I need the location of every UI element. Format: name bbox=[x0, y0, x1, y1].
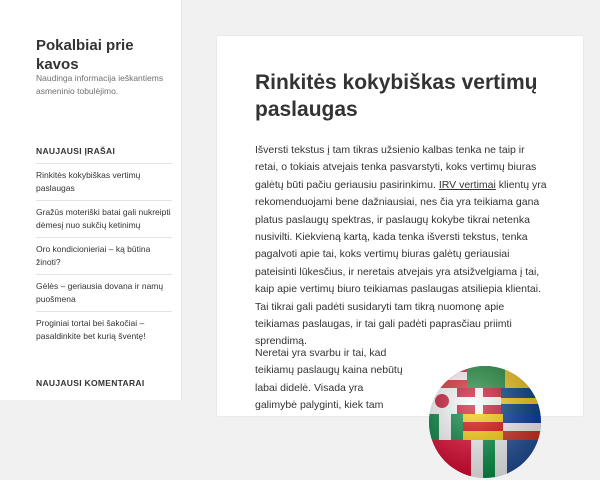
recent-post-link[interactable]: Gražūs moteriški batai gali nukreipti dėmesį nuo sukčių ketinimų bbox=[36, 207, 171, 230]
article-panel bbox=[217, 36, 583, 416]
article-paragraph: Neretai yra svarbu ir tai, kad teikiamų paslaugų kaina nebūtų labai didelė. Visada yra galimybė palyginti, kiek tam bbox=[255, 347, 403, 412]
article-title: Rinkitės kokybiškas vertimų paslaugas bbox=[255, 71, 538, 121]
list-item bbox=[36, 200, 172, 237]
sidebar bbox=[0, 0, 182, 400]
site-description: Naudinga informacija ieškantiems asmeninio tobulėjimo. bbox=[36, 73, 164, 96]
recent-posts-list bbox=[36, 163, 172, 348]
recent-post-link[interactable]: Oro kondicionieriai – ką būtina žinoti? bbox=[36, 244, 151, 267]
article-paragraph bbox=[255, 142, 549, 351]
list-item bbox=[36, 274, 172, 311]
paragraph-text: Išversti tekstus į tam tikras užsienio kalbas tenka ne taip ir retai, o tokiais atvejais tenka pasvarstyti, koks vertimų biuras galėtų būti pačiu geriausiu pasirinkimu. bbox=[255, 144, 537, 191]
recent-posts-title: NAUJAUSI ĮRAŠAI bbox=[36, 146, 116, 156]
irv-vertimai-link[interactable]: IRV vertimai bbox=[438, 178, 496, 191]
paragraph-text: klientų yra rekomenduojami bene dažniausiai, nes čia yra teikiama gana platus paslaugų spektras, ir paslaugų kokybe tikrai netenka nusivilti. Kiekvieną kartą, kada tenka išversti tekstus, tenka pagalvoti apie tai, koks vertimų biuras galėtų geriausiai pateisinti lūkesčius, ir neretais atvejais yra atsižvelgiama į tai, kaip apie vertimų biuro teikiamas paslaugas atsiliepia klientai. Tai tikrai gali padėti susidaryti tam tikrą nuomonę apie teikiamas paslaugas, ir tai gali padėti paprasčiau priimti sprendimą. bbox=[255, 178, 547, 348]
flag-globe-icon bbox=[427, 364, 543, 480]
list-item bbox=[36, 237, 172, 274]
article-content bbox=[255, 142, 549, 412]
recent-post-link[interactable]: Proginiai tortai bei šakočiai – pasaldinkite bet kurią šventę! bbox=[36, 318, 146, 341]
list-item bbox=[36, 163, 172, 200]
recent-comments-title: NAUJAUSI KOMENTARAI bbox=[36, 378, 145, 388]
list-item bbox=[36, 311, 172, 348]
site-title-link[interactable]: Pokalbiai prie kavos bbox=[36, 37, 134, 73]
recent-post-link[interactable]: Gėlės – geriausia dovana ir namų puošmena bbox=[36, 281, 164, 304]
recent-post-link[interactable]: Rinkitės kokybiškas vertimų paslaugas bbox=[36, 170, 141, 193]
